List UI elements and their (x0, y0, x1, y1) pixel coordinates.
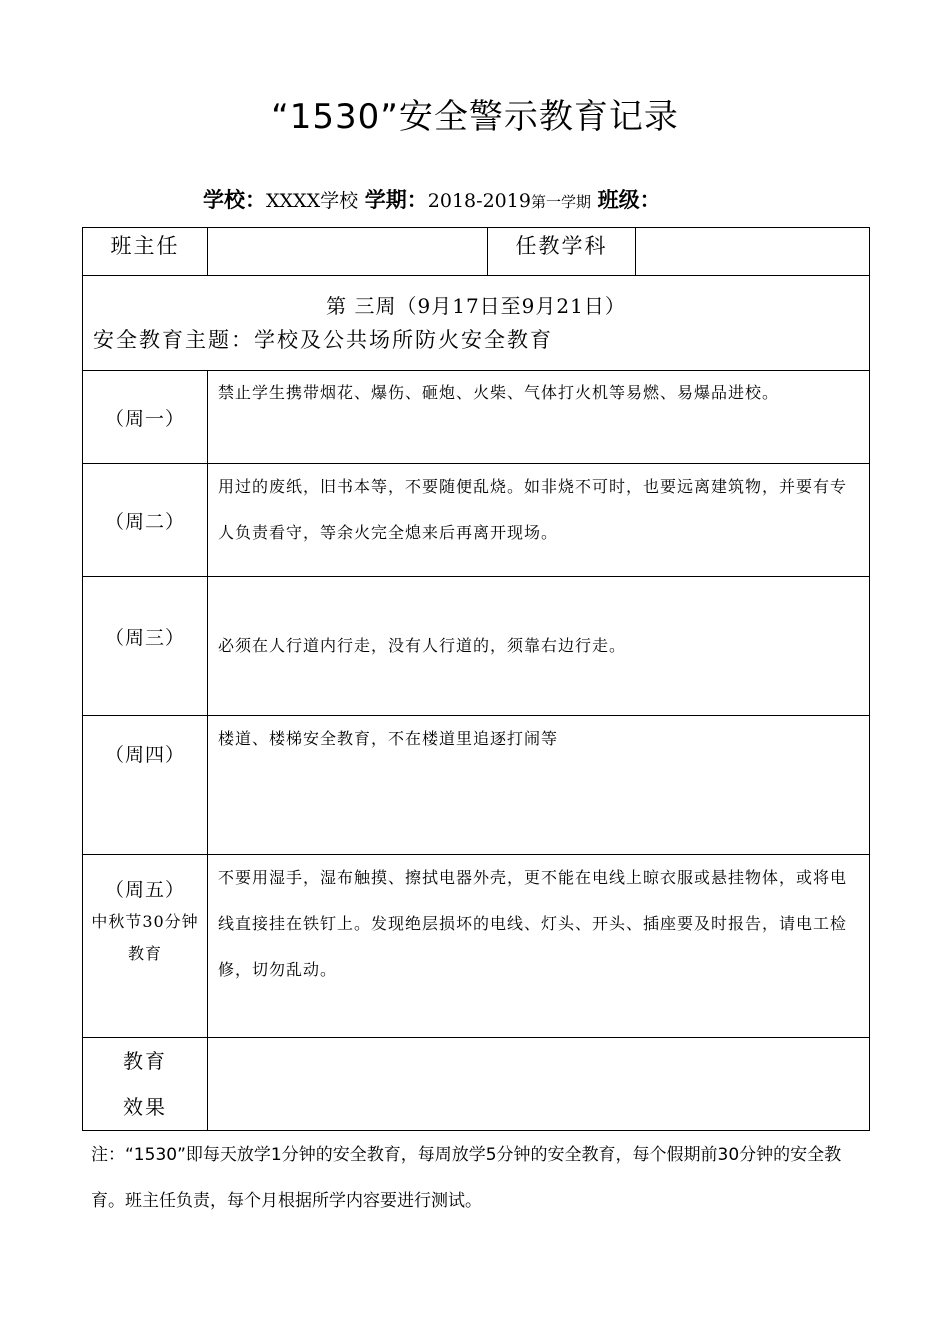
day-label (83, 716, 208, 855)
table-row (83, 371, 870, 464)
table-header-row (83, 228, 870, 276)
page-title: “1530”安全警示教育记录 (271, 97, 679, 137)
effect-row (83, 1038, 870, 1131)
day-label (83, 371, 208, 464)
term-suffix: 第一学期 (530, 193, 591, 211)
week-theme-cell (83, 276, 870, 371)
day-content: 不要用湿手，湿布触摸、擦拭电器外壳，更不能在电线上晾衣服或悬挂物体，或将电线直接挂在铁钉上。发现绝层损坏的电线、灯头、开头、插座要及时报告，请电工检修，切勿乱动。 (208, 855, 870, 1038)
day-name: （周四） (104, 744, 185, 766)
day-label (83, 855, 208, 1038)
day-content: 禁止学生携带烟花、爆伤、砸炮、火柴、气体打火机等易燃、易爆品进校。 (208, 371, 870, 464)
day-content: 必须在人行道内行走，没有人行道的，须靠右边行走。 (208, 577, 870, 716)
subject-field (636, 228, 870, 276)
day-name: （周三） (104, 627, 185, 649)
effect-field (208, 1038, 870, 1131)
day-label (83, 464, 208, 577)
table-row (83, 464, 870, 577)
record-table (82, 227, 870, 1131)
effect-label: 教育效果 (83, 1038, 208, 1131)
day-name: （周五） (104, 879, 185, 901)
day-content: 楼道、楼梯安全教育，不在楼道里追逐打闹等 (208, 716, 870, 855)
term-value: 2018-2019 (427, 190, 531, 212)
day-label (83, 577, 208, 716)
head-teacher-label: 班主任 (83, 228, 208, 276)
week-range: 第 三周（9月17日至9月21日） (326, 294, 626, 318)
day-note: 中秋节30分钟教育 (91, 912, 199, 963)
safety-theme: 安全教育主题：学校及公共场所防火安全教育 (93, 328, 553, 352)
school-value: XXXX学校 (266, 190, 359, 212)
school-label: 学校： (203, 188, 266, 212)
table-row (83, 716, 870, 855)
day-name: （周一） (104, 407, 185, 430)
record-meta (203, 183, 661, 219)
day-content: 用过的废纸，旧书本等，不要随便乱烧。如非烧不可时，也要远离建筑物，并要有专人负责看守，等余火完全熄来后再离开现场。 (208, 464, 870, 577)
table-row (83, 855, 870, 1038)
table-row (83, 577, 870, 716)
week-theme-row (83, 276, 870, 371)
day-name: （周二） (104, 510, 185, 533)
subject-label: 任教学科 (488, 228, 636, 276)
term-label: 学期： (364, 188, 428, 212)
footnote: 注：“1530”即每天放学1分钟的安全教育，每周放学5分钟的安全教育，每个假期前30分钟的安全教育。班主任负责，每个月根据所学内容要进行测试。 (91, 1145, 842, 1211)
class-label: 班级： (597, 188, 661, 212)
head-teacher-field (208, 228, 488, 276)
